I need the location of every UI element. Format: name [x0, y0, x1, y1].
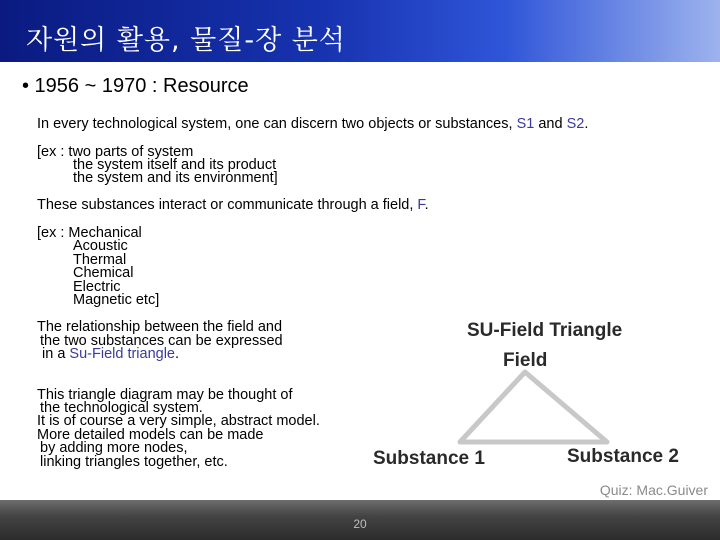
paragraph-text: and	[534, 116, 567, 132]
f-term: F	[417, 197, 425, 213]
example-1-line-3: the system and its environment]	[73, 170, 278, 186]
figure-title: SU-Field Triangle	[467, 320, 623, 341]
su-field-triangle-term: Su-Field triangle	[69, 346, 175, 362]
substance-1-label: Substance 1	[373, 448, 485, 469]
su-field-triangle-figure	[345, 310, 720, 475]
paragraph-model-line-4: More detailed models can be made	[37, 427, 264, 443]
s1-term: S1	[516, 116, 535, 132]
example-2-line-6: Magnetic etc]	[73, 292, 160, 308]
example-2-line-2: Acoustic	[73, 238, 128, 254]
example-2-line-1: [ex : Mechanical	[37, 225, 142, 241]
s2-term: S2	[566, 116, 585, 132]
paragraph-relationship-line-3	[42, 348, 179, 362]
field-node-label: Field	[503, 350, 548, 371]
page-number: 20	[353, 517, 367, 531]
example-2-line-4: Chemical	[73, 265, 134, 281]
paragraph-model-line-3: It is of course a very simple, abstract model.	[37, 413, 320, 429]
paragraph-text: .	[175, 346, 180, 362]
paragraph-text: in a	[42, 346, 70, 362]
paragraph-relationship-line-2: the two substances can be expressed	[40, 333, 283, 349]
paragraph-text: In every technological system, one can discern two objects or substances,	[37, 116, 517, 132]
paragraph-field	[37, 199, 429, 213]
paragraph-substances	[37, 118, 588, 132]
paragraph-relationship-line-1: The relationship between the field and	[37, 319, 283, 335]
paragraph-model-line-1: This triangle diagram may be thought of	[37, 387, 293, 403]
example-1-line-2: the system itself and its product	[73, 157, 277, 173]
paragraph-model-line-5: by adding more nodes,	[40, 440, 188, 456]
example-2-line-5: Electric	[73, 279, 121, 295]
quiz-caption: Quiz: Mac.Guiver	[599, 482, 708, 498]
example-1-line-1: [ex : two parts of system	[37, 144, 194, 160]
example-2-line-3: Thermal	[73, 252, 127, 268]
paragraph-model-line-2: the technological system.	[40, 400, 203, 416]
substance-2-label: Substance 2	[567, 446, 679, 467]
slide-title: 자원의 활용, 물질-장 분석	[26, 25, 346, 56]
paragraph-text: .	[424, 197, 429, 213]
bullet-heading: • 1956 ~ 1970 : Resource	[22, 75, 249, 97]
paragraph-text: These substances interact or communicate through a field,	[37, 197, 418, 213]
paragraph-text: .	[584, 116, 589, 132]
paragraph-model-line-6: linking triangles together, etc.	[40, 454, 228, 470]
